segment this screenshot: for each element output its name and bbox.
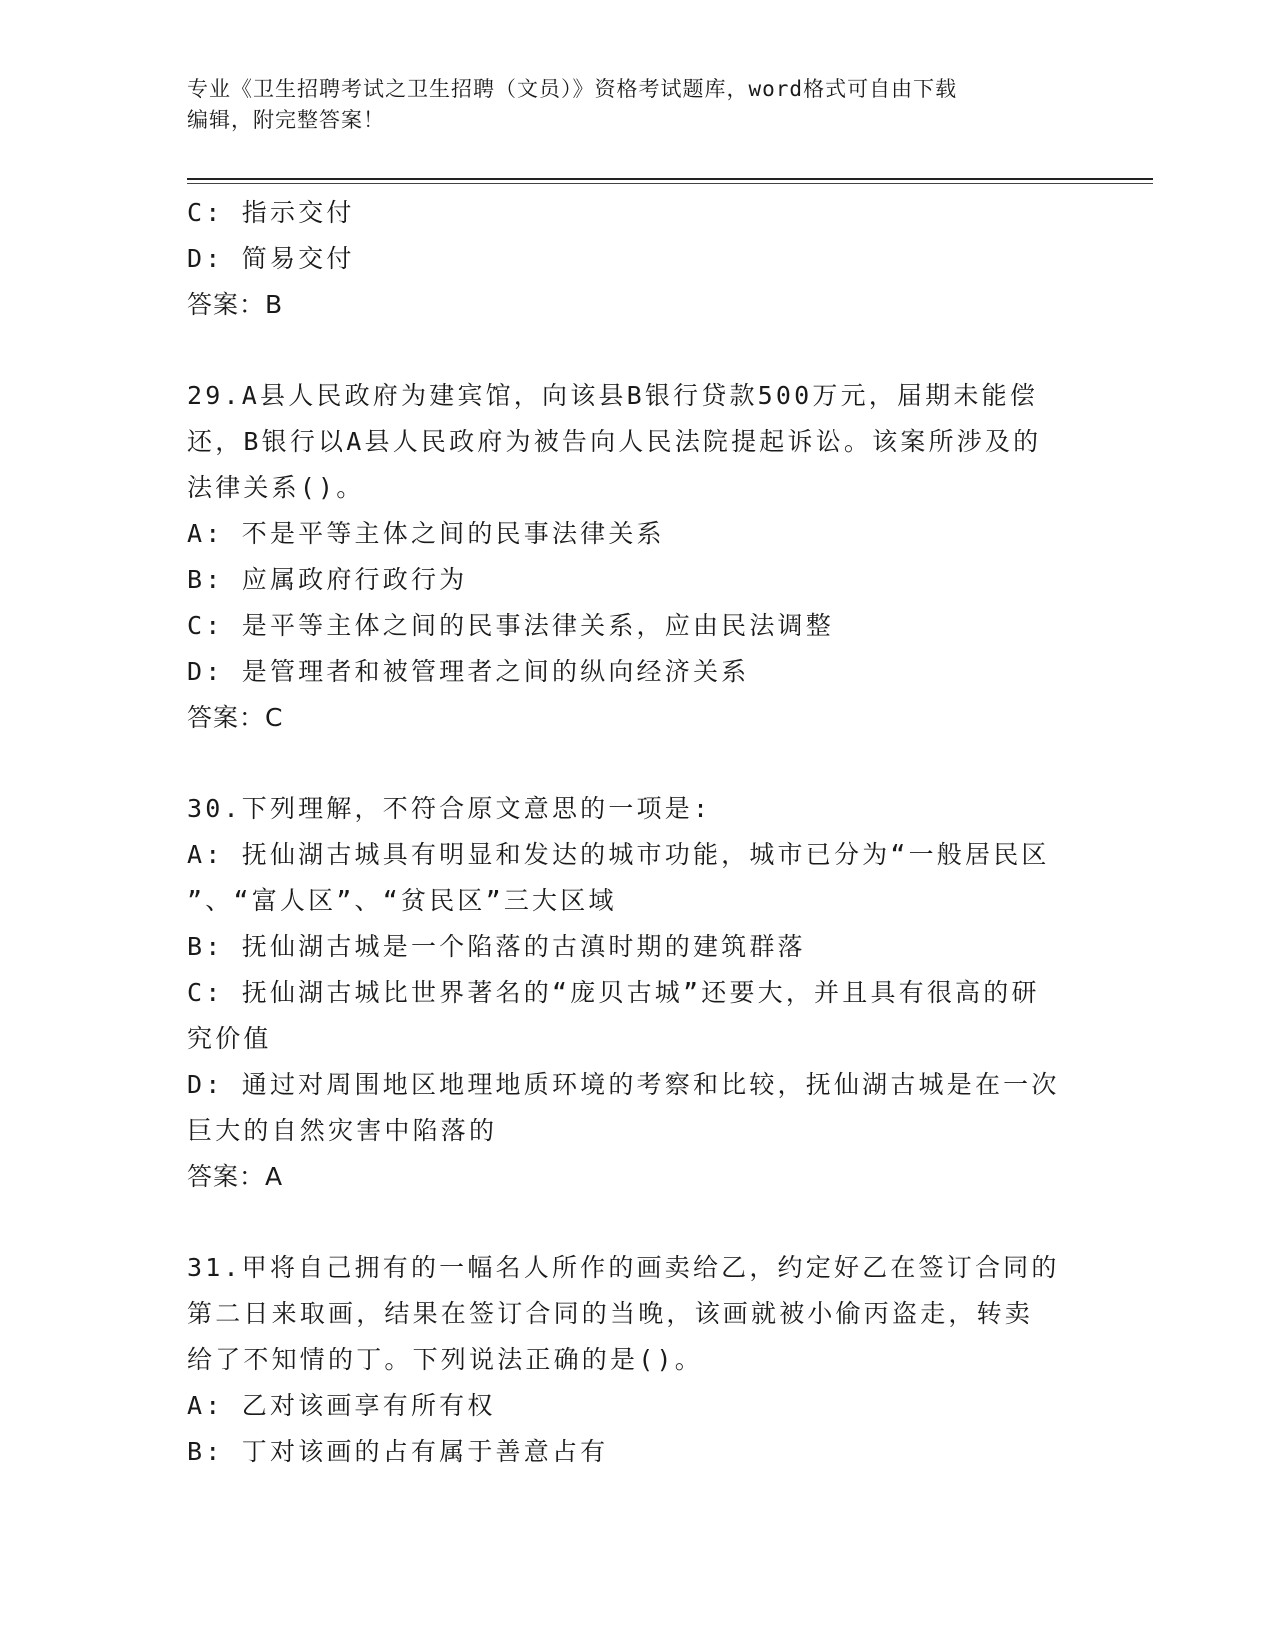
answer: 答案：A: [187, 1162, 284, 1191]
question-list: [187, 190, 1087, 1475]
question-30: [187, 786, 1087, 1200]
header-line-1: 专业《卫生招聘考试之卫生招聘（文员）》资格考试题库，word格式可自由下载: [187, 77, 958, 101]
option-d: D: 简易交付: [187, 244, 355, 273]
question-text: 30.下列理解，不符合原文意思的一项是:: [187, 794, 712, 823]
option-a: A: 不是平等主体之间的民事法律关系: [187, 519, 665, 548]
header-divider-thin: [187, 183, 1153, 184]
option-c: C: 指示交付: [187, 198, 355, 227]
option-c: C: 是平等主体之间的民事法律关系，应由民法调整: [187, 611, 834, 640]
question-text: 法律关系()。: [187, 473, 365, 502]
option-c-cont: 究价值: [187, 1024, 272, 1053]
question-text: 第二日来取画，结果在签订合同的当晚，该画就被小偷丙盗走，转卖: [187, 1299, 1034, 1328]
option-d: D: 是管理者和被管理者之间的纵向经济关系: [187, 657, 750, 686]
option-a-cont: ”、“富人区”、“贫民区”三大区域: [187, 886, 617, 915]
question-31: [187, 1245, 1087, 1475]
question-text: 给了不知情的丁。下列说法正确的是()。: [187, 1345, 703, 1374]
document-header: [187, 74, 1067, 136]
option-d: D: 通过对周围地区地理地质环境的考察和比较，抚仙湖古城是在一次: [187, 1070, 1060, 1099]
question-text: 还，B银行以A县人民政府为被告向人民法院提起诉讼。该案所涉及的: [187, 427, 1042, 456]
option-b: B: 抚仙湖古城是一个陷落的古滇时期的建筑群落: [187, 932, 806, 961]
question-text: 29.A县人民政府为建宾馆，向该县B银行贷款500万元，届期未能偿: [187, 381, 1039, 410]
answer: 答案：B: [187, 290, 284, 319]
question-29: [187, 373, 1087, 741]
option-a: A: 乙对该画享有所有权: [187, 1391, 496, 1420]
answer: 答案：C: [187, 703, 284, 732]
option-b: B: 丁对该画的占有属于善意占有: [187, 1437, 609, 1466]
question-text: 31.甲将自己拥有的一幅名人所作的画卖给乙，约定好乙在签订合同的: [187, 1253, 1060, 1282]
question-28-tail: [187, 190, 1087, 328]
option-d-cont: 巨大的自然灾害中陷落的: [187, 1116, 498, 1145]
option-c: C: 抚仙湖古城比世界著名的“庞贝古城”还要大，并且具有很高的研: [187, 978, 1040, 1007]
option-b: B: 应属政府行政行为: [187, 565, 468, 594]
header-line-2: 编辑，附完整答案！: [187, 108, 385, 132]
header-divider-thick: [187, 178, 1153, 180]
option-a: A: 抚仙湖古城具有明显和发达的城市功能，城市已分为“一般居民区: [187, 840, 1050, 869]
